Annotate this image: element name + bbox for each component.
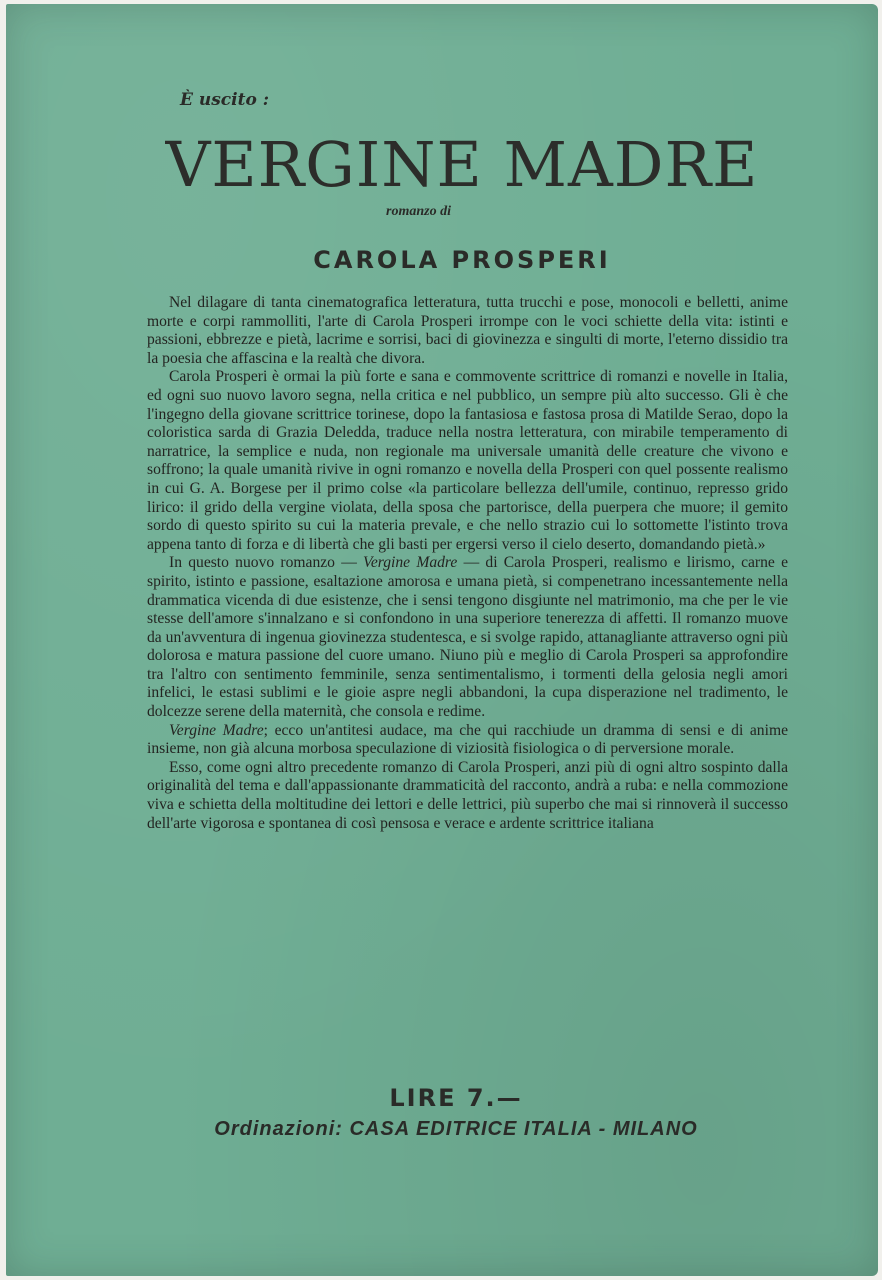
paragraph-5: Esso, come ogni altro precedente romanzo di Carola Prosperi, anzi più di ogni altro sospinto dalla originalità del tema e dall'appassionante drammaticità del racconto, andrà a ruba: e nella commozione viva e schietta della moltitudine dei lettori e delle lettrici, più superbo che mai si rinnoverà il successo dell'arte vigorosa e spontanea di così pensosa e verace e ardente scrittrice italiana [147, 758, 788, 832]
subtitle: romanzo di [386, 204, 451, 219]
paragraph-4-text: ; ecco un'antitesi audace, ma che qui racchiude un dramma di sensi e di anime insieme, non già alcuna morbosa speculazione di viziosità fisiologica o di perversione morale. [147, 721, 788, 758]
author-name: CAROLA PROSPERI [313, 246, 611, 274]
publisher-order-line: Ordinazioni: CASA EDITRICE ITALIA - MILANO [214, 1118, 698, 1140]
price-label: LIRE 7.— [389, 1084, 523, 1112]
paragraph-2: Carola Prosperi è ormai la più forte e sana e commovente scrittrice di romanzi e novelle in Italia, ed ogni suo nuovo lavoro segna, nella critica e nel pubblico, un sempre più alto successo. Gli è che l'ingegno della giovane scrittrice torinese, dopo la fantasiosa e fastosa prosa di Matilde Serao, dopo la coloristica sarda di Grazia Deledda, traduce nella nostra letteratura, con mirabile temperamento di narratrice, la semplice e nuda, non regionale ma universale umanità delle creature che vivono e soffrono; la quale umanità rivive in ogni romanzo e novella della Prosperi con quel possente realismo in cui G. A. Borgese per il primo colse «la particolare bellezza dell'umile, continuo, represso grido lirico: il grido della vergine violata, della sposa che partorisce, della puerpera che muore; il gemito sordo di questo spirito su cui la materia prevale, e che nello strazio cui lo sottomette l'istinto trova appena tanto di forza e di libertà che gli basti per ergersi verso il cielo deserto, domandando pietà.» [147, 368, 788, 553]
paragraph-1: Nel dilagare di tanta cinematografica letteratura, tutta trucchi e pose, monocoli e belletti, anime morte e corpi rammolliti, l'arte di Carola Prosperi irrompe con le voci schiette della vita: istinti e passioni, ebbrezze e pietà, lacrime e sorrisi, baci di giovinezza e singulti di morte, l'eterno dissidio tra la poesia che affascina e la realtà che divora. [147, 294, 788, 367]
paragraph-3-lead: In questo nuovo romanzo — [169, 554, 364, 572]
paragraph-4 [147, 722, 788, 759]
paragraph-4-title: Vergine Madre [169, 721, 264, 739]
book-back-cover [6, 4, 878, 1276]
description-text [147, 294, 788, 833]
announcement-label: È uscito : [180, 90, 270, 110]
paragraph-3-text: — di Carola Prosperi, realismo e lirismo, carne e spirito, istinto e passione, esaltazione amorosa e umana pietà, si compenetrano incessantemente nella drammatica vicenda di due esistenze, che i sensi tengono disgiunte nel matrimonio, ma che per le vie stesse dell'amore s'innalzano e si confondono in una superiore tenerezza di affetti. Il romanzo muove da un'avventura di ingenua giovinezza studentesca, e si svolge rapido, attanagliante attraverso ogni più dolorosa e matura passione del cuore umano. Niuno più e meglio di Carola Prosperi sa approfondire tra l'altro con sentimento femminile, senza sentimentalismo, i tormenti della gelosia negli amori infelici, le estasi sublimi e le gioie aspre negli abbandoni, la cupa disperazione nel tradimento, le dolcezze serene della maternità, che consola e redime. [147, 554, 789, 721]
paragraph-3 [147, 554, 788, 721]
paragraph-3-title: Vergine Madre [363, 554, 458, 572]
book-title: VERGINE MADRE [165, 128, 759, 201]
